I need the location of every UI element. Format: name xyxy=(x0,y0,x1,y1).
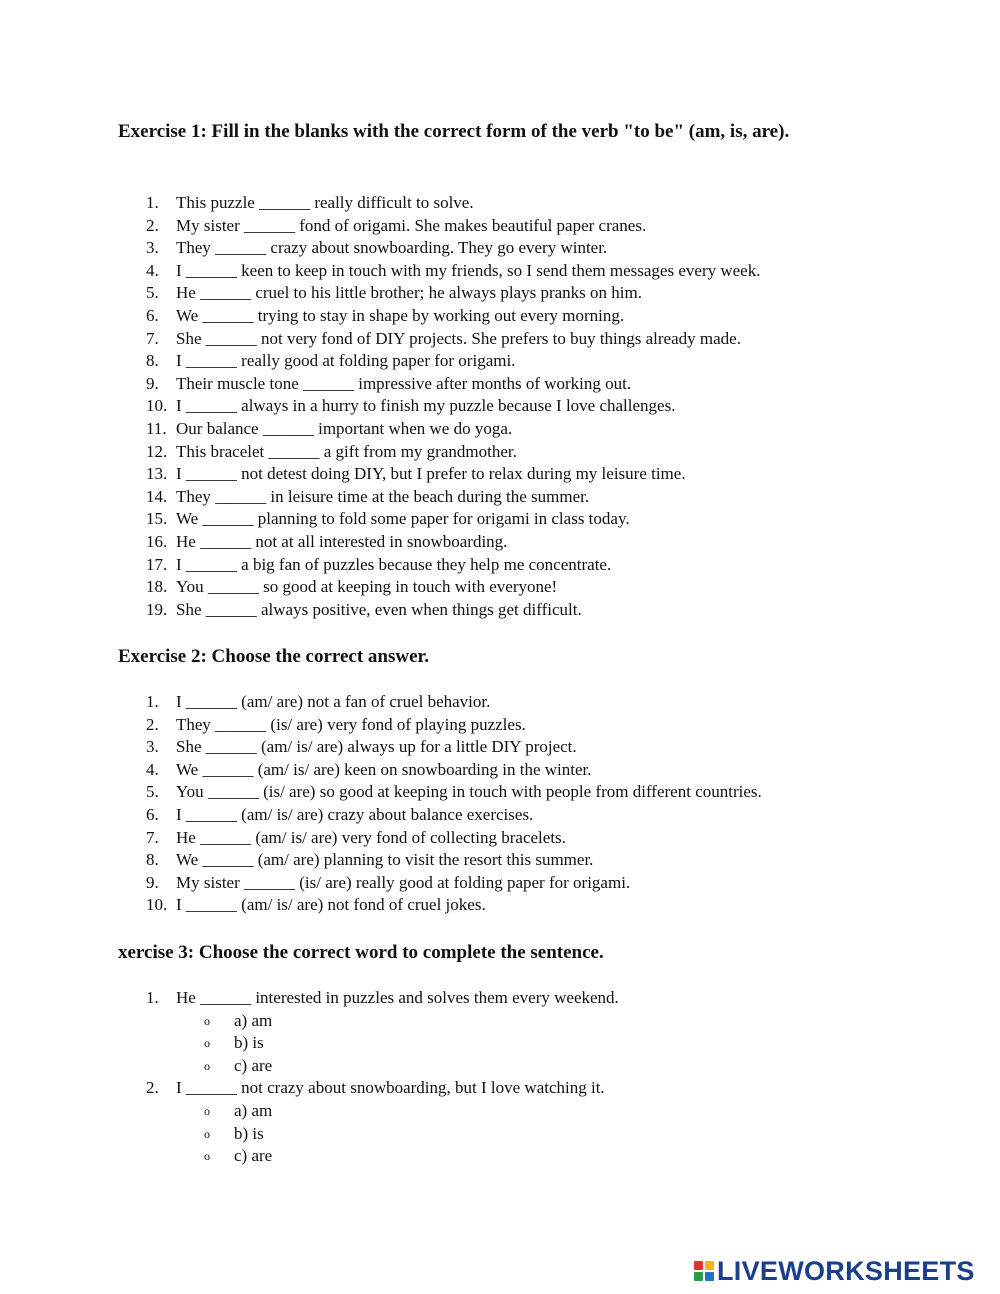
exercise3-question: 2. I ______ not crazy about snowboarding, but I love watching it. o a) am o b) is o c) are xyxy=(146,1077,619,1167)
exercise1-item: 5. He ______ cruel to his little brother; he always plays pranks on him. xyxy=(146,283,642,303)
answer-option[interactable]: o c) are xyxy=(204,1055,619,1078)
exercise2-item: 10. I ______ (am/ is/ are) not fond of cruel jokes. xyxy=(146,895,486,915)
exercise3-question: 1. He ______ interested in puzzles and solves them every weekend. o a) am o b) is o c) are xyxy=(146,987,619,1077)
exercise2-item: 1. I ______ (am/ are) not a fan of cruel behavior. xyxy=(146,692,491,711)
exercise2-item: 5. You ______ (is/ are) so good at keeping in touch with people from different countries. xyxy=(146,782,762,802)
exercise3-title: xercise 3: Choose the correct word to complete the sentence. xyxy=(118,942,604,963)
exercise2-item: 8. We ______ (am/ are) planning to visit the resort this summer. xyxy=(146,850,594,870)
circle-bullet-icon: o xyxy=(204,1149,210,1164)
exercise2-title: Exercise 2: Choose the correct answer. xyxy=(118,646,429,667)
exercise2-item: 4. We ______ (am/ is/ are) keen on snowboarding in the winter. xyxy=(146,759,592,779)
logo-square xyxy=(705,1272,714,1281)
liveworksheets-logo-icon xyxy=(694,1261,714,1281)
answer-option[interactable]: o c) are xyxy=(204,1145,619,1168)
logo-square xyxy=(705,1261,714,1270)
exercise1-title: Exercise 1: Fill in the blanks with the correct form of the verb "to be" (am, is, are). xyxy=(118,121,790,142)
exercise3-options xyxy=(146,1100,619,1168)
exercise1-item: 16. He ______ not at all interested in snowboarding. xyxy=(146,531,508,551)
exercise1-item: 4. I ______ keen to keep in touch with my friends, so I send them messages every week. xyxy=(146,260,761,280)
exercise3-options xyxy=(146,1010,619,1078)
exercise1-item: 13. I ______ not detest doing DIY, but I prefer to relax during my leisure time. xyxy=(146,464,686,484)
answer-option[interactable]: o a) am xyxy=(204,1010,619,1033)
exercise1-item: 10. I ______ always in a hurry to finish my puzzle because I love challenges. xyxy=(146,396,676,416)
circle-bullet-icon: o xyxy=(204,1126,210,1141)
exercise2-item: 7. He ______ (am/ is/ are) very fond of collecting bracelets. xyxy=(146,827,566,847)
exercise1-item: 18. You ______ so good at keeping in touch with everyone! xyxy=(146,577,558,597)
answer-option[interactable]: o b) is xyxy=(204,1032,619,1055)
exercise1-item: 6. We ______ trying to stay in shape by working out every morning. xyxy=(146,305,625,325)
exercise1-item: 19. She ______ always positive, even when things get difficult. xyxy=(146,599,582,619)
answer-option[interactable]: o b) is xyxy=(204,1123,619,1146)
exercise1-item: 2. My sister ______ fond of origami. She makes beautiful paper cranes. xyxy=(146,215,647,235)
exercise1-item: 11. Our balance ______ important when we do yoga. xyxy=(146,418,513,438)
logo-square xyxy=(694,1272,703,1281)
exercise1-item: 8. I ______ really good at folding paper for origami. xyxy=(146,351,516,371)
exercise1-item: 7. She ______ not very fond of DIY projects. She prefers to buy things already made. xyxy=(146,328,741,348)
exercise1-item: 9. Their muscle tone ______ impressive after months of working out. xyxy=(146,373,632,393)
exercise1-item: 3. They ______ crazy about snowboarding. They go every winter. xyxy=(146,238,608,258)
circle-bullet-icon: o xyxy=(204,1058,210,1073)
exercise1-item: 14. They ______ in leisure time at the beach during the summer. xyxy=(146,486,590,506)
exercise2-item: 3. She ______ (am/ is/ are) always up for a little DIY project. xyxy=(146,737,577,757)
exercise1-list xyxy=(146,192,760,621)
liveworksheets-logo xyxy=(694,1256,975,1286)
exercise3-list xyxy=(146,987,619,1168)
exercise1-item: 15. We ______ planning to fold some paper for origami in class today. xyxy=(146,509,630,529)
exercise2-item: 9. My sister ______ (is/ are) really good at folding paper for origami. xyxy=(146,872,631,892)
exercise1-item: 1. This puzzle ______ really difficult to solve. xyxy=(146,193,474,212)
exercise2-list xyxy=(146,691,762,917)
circle-bullet-icon: o xyxy=(204,1013,210,1028)
logo-text: LIVEWORKSHEETS xyxy=(717,1255,975,1286)
circle-bullet-icon: o xyxy=(204,1103,210,1118)
answer-option[interactable]: o a) am xyxy=(204,1100,619,1123)
logo-square xyxy=(694,1261,703,1270)
exercise2-item: 2. They ______ (is/ are) very fond of playing puzzles. xyxy=(146,714,526,734)
circle-bullet-icon: o xyxy=(204,1036,210,1051)
exercise1-item: 17. I ______ a big fan of puzzles because they help me concentrate. xyxy=(146,554,612,574)
exercise1-item: 12. This bracelet ______ a gift from my grandmother. xyxy=(146,441,517,461)
exercise2-item: 6. I ______ (am/ is/ are) crazy about balance exercises. xyxy=(146,804,534,824)
